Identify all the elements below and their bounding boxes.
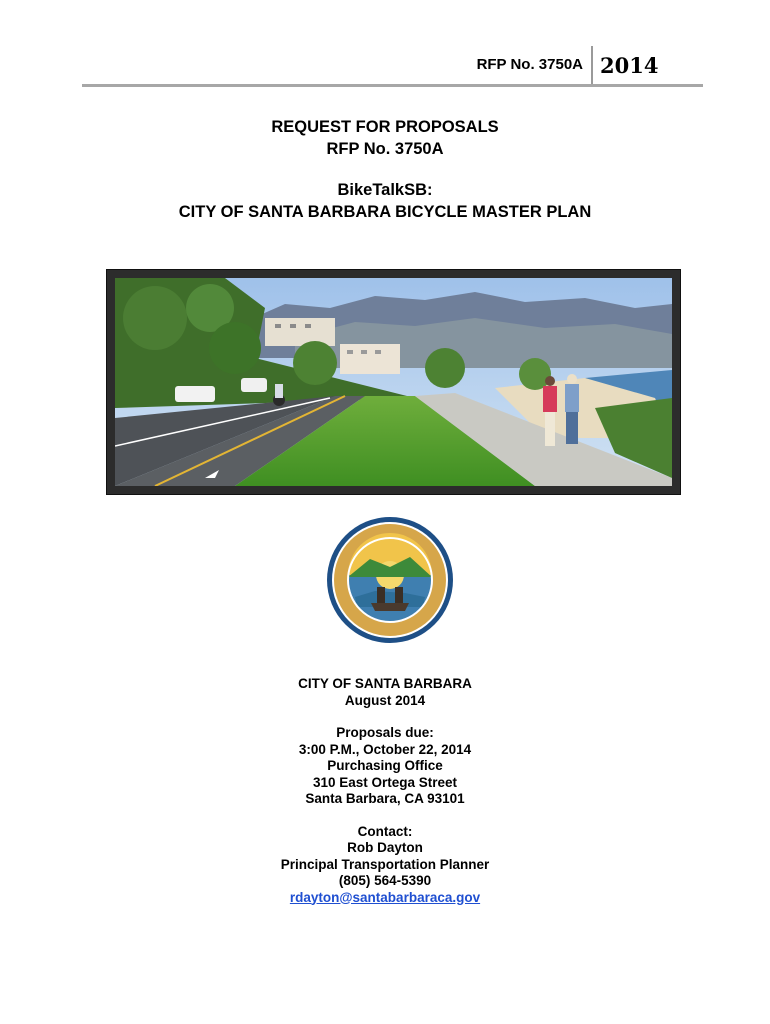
contact-email-link[interactable]: rdayton@santabarbaraca.gov: [289, 889, 481, 905]
org-name: CITY OF SANTA BARBARA: [298, 676, 472, 691]
page-header: [82, 44, 703, 88]
city-seal-graphic: [325, 515, 455, 645]
due-time: 3:00 P.M., October 22, 2014: [298, 741, 472, 757]
office-name: Purchasing Office: [327, 758, 443, 773]
title-rfp-number: RFP No. 3750A: [326, 140, 444, 158]
office-street: 310 East Ortega Street: [312, 774, 458, 790]
contact-phone: (805) 564-5390: [338, 873, 432, 888]
contact-title: Principal Transportation Planner: [280, 856, 490, 872]
header-year: 2014: [600, 53, 659, 78]
issue-date: August 2014: [344, 692, 426, 708]
title-request: REQUEST FOR PROPOSALS: [271, 118, 499, 136]
title-project-name: BikeTalkSB:: [337, 181, 433, 199]
city-seal: [325, 515, 455, 645]
bike-path-photo: [115, 278, 672, 486]
header-rule: [82, 84, 703, 87]
cover-photo: [106, 269, 681, 495]
header-rfp-number: RFP No. 3750A: [476, 56, 583, 73]
contact-label: Contact:: [357, 823, 413, 839]
office-city: Santa Barbara, CA 93101: [305, 791, 465, 806]
header-divider: [591, 46, 593, 86]
contact-name: Rob Dayton: [347, 840, 423, 855]
title-block: [0, 116, 770, 223]
due-label: Proposals due:: [336, 725, 434, 740]
info-block: [0, 676, 770, 906]
title-plan-name: CITY OF SANTA BARBARA BICYCLE MASTER PLAN: [178, 203, 592, 221]
